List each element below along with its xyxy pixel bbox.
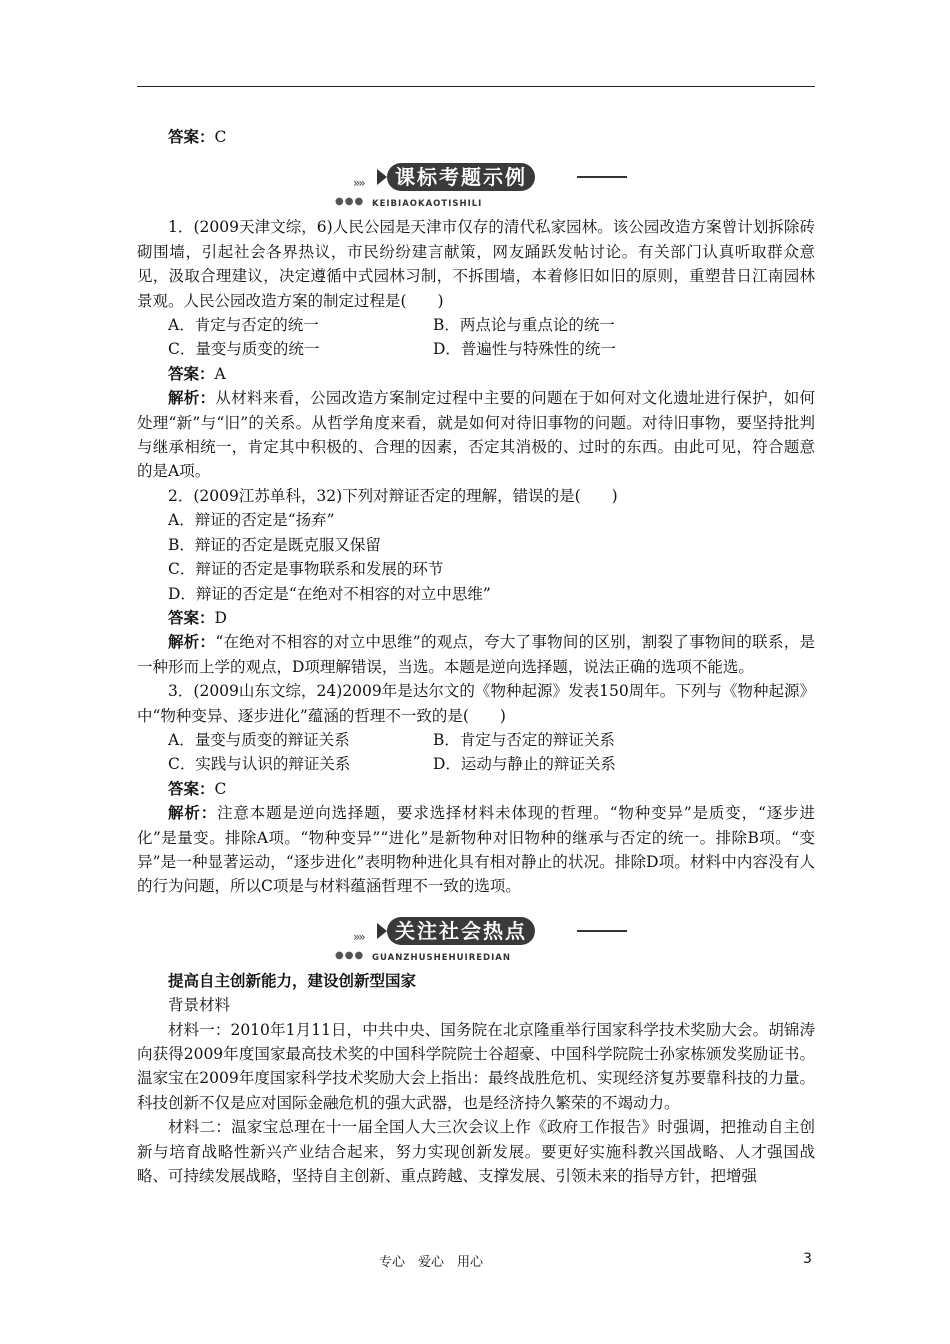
banner-title: 关注社会热点	[387, 917, 535, 945]
option: C．辩证的否定是事物联系和发展的环节	[168, 560, 444, 579]
option: D．辩证的否定是“在绝对不相容的对立中思维”	[168, 584, 491, 603]
option: A．肯定与否定的统一	[168, 316, 319, 335]
option: A．辩证的否定是“扬弃”	[168, 511, 335, 530]
banner-line	[577, 930, 627, 932]
question-3-analysis: 解析：注意本题是逆向选择题，要求选择材料未体现的哲理。“物种变异”是质变，“逐步进化”是量变。排除A项。“物种变异”“进化”是新物种对旧物种的继承与否定的统一。排除B项。“变异”是一种显著运动，“逐步进化”表明物种进化具有相对静止的状况。排除D项。材料中内容没有人的行为问题，所以C项是与材料蕴涵哲理不一致的选项。	[137, 804, 815, 896]
banner-title: 课标考题示例	[387, 163, 535, 191]
question-1-options-row1	[137, 313, 815, 337]
play-arrow-icon	[377, 169, 387, 185]
option: B．辩证的否定是既克服又保留	[168, 535, 381, 554]
banner-line	[577, 176, 627, 178]
question-3-options-row1	[137, 728, 815, 752]
background-label: 背景材料	[168, 996, 231, 1015]
material-2: 材料二：温家宝总理在十一届全国人大三次会议上作《政府工作报告》时强调，把推动自主创新与培育战略性新兴产业结合起来，努力实现创新发展。要更好实施科教兴国战略、人才强国战略、可持续发展战略，坚持自主创新、重点跨越、支撑发展、引领未来的指导方针，把增强	[137, 1118, 815, 1186]
page-number: 3	[803, 1251, 812, 1267]
section-banner-hotspots	[137, 913, 815, 965]
play-arrow-icon	[377, 923, 387, 939]
option: C．量变与质变的统一	[168, 340, 320, 359]
option: A．量变与质变的辩证关系	[168, 730, 350, 749]
option: D．普遍性与特殊性的统一	[433, 340, 616, 359]
option: D．运动与静止的辩证关系	[433, 755, 616, 774]
material-1: 材料一：2010年1月11日，中共中央、国务院在北京隆重举行国家科学技术奖励大会。胡锦涛向获得2009年度国家最高技术奖的中国科学院院士谷超豪、中国科学院院士孙家栋颁发奖励证书。温家宝在2009年度国家科学技术奖励大会上指出：最终战胜危机、实现经济复苏要靠科技的力量。科技创新不仅是应对国际金融危机的强大武器，也是经济持久繁荣的不竭动力。	[137, 1020, 815, 1112]
question-3-stem: 3．(2009山东文综，24)2009年是达尔文的《物种起源》发表150周年。下列与《物种起源》中“物种变异、逐步进化”蕴涵的哲理不一致的是( )	[137, 682, 815, 725]
page-content	[137, 125, 815, 1188]
hot-heading: 提高自主创新能力，建设创新型国家	[168, 971, 417, 990]
question-1-analysis: 解析：从材料来看，公园改造方案制定过程中主要的问题在于如何对文化遗址进行保护，如何处理“新”与“旧”的关系。从哲学角度来看，就是如何对待旧事物的问题。对待旧事物，要坚持批判与继承相统一，肯定其中积极的、合理的因素，否定其消极的、过时的东西。由此可见，符合题意的是A项。	[137, 389, 815, 481]
question-1-answer: 答案：A	[168, 364, 226, 383]
question-2-answer: 答案：D	[168, 608, 227, 627]
arrow-dots-icon: »»	[353, 176, 364, 191]
dots-icon: ●●●	[335, 196, 365, 208]
answer-prev: 答案：C	[168, 128, 227, 146]
question-1-stem: 1．(2009天津文综，6)人民公园是天津市仅存的清代私家园林。该公园改造方案曾计划拆除砖砌围墙，引起社会各界热议，市民纷纷建言献策，网友踊跃发帖讨论。有关部门认真听取群众意见，汲取合理建议，决定遵循中式园林习制，不拆围墙，本着修旧如旧的原则，重塑昔日江南园林景观。人民公园改造方案的制定过程是( )	[137, 218, 815, 310]
question-3-options-row2	[137, 752, 815, 776]
option: C．实践与认识的辩证关系	[168, 755, 351, 774]
question-1-options-row2	[137, 337, 815, 361]
question-3-answer: 答案：C	[168, 779, 227, 798]
banner-subtitle: GUANZHUSHEHUIREDIAN	[372, 952, 511, 963]
option: B．肯定与否定的辩证关系	[433, 730, 615, 749]
question-2-stem: 2．(2009江苏单科，32)下列对辩证否定的理解，错误的是( )	[168, 486, 618, 505]
footer-motto: 专心 爱心 用心	[379, 1255, 484, 1270]
banner-subtitle: KEIBIAOKAOTISHILI	[372, 199, 483, 210]
section-banner-examples	[137, 159, 815, 211]
question-2-analysis: 解析：“在绝对不相容的对立中思维”的观点，夸大了事物间的区别，割裂了事物间的联系，是一种形而上学的观点，D项理解错误，当选。本题是逆向选择题，说法正确的选项不能选。	[137, 633, 815, 676]
option: B．两点论与重点论的统一	[433, 316, 615, 335]
dots-icon: ●●●	[335, 949, 365, 961]
header-rule	[137, 86, 815, 87]
arrow-dots-icon: »»	[353, 929, 364, 944]
